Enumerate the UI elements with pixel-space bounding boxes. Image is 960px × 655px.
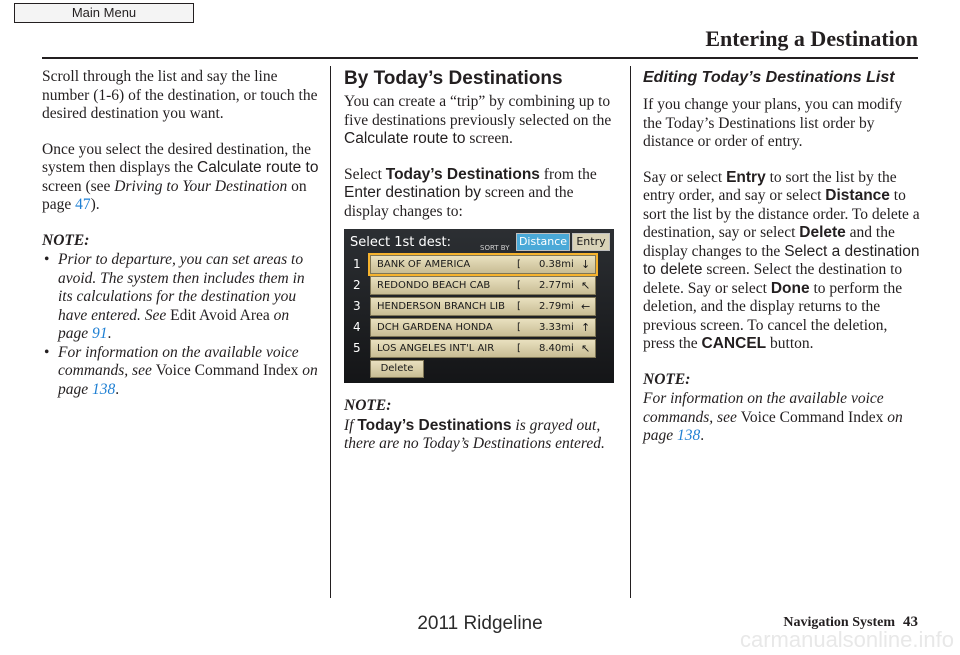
destination-row: LOS ANGELES INT'L AIR [ 8.40mi ↖ — [370, 339, 596, 358]
ui-term: Delete — [799, 224, 846, 241]
paragraph: Scroll through the list and say the line number (1-6) of the destination, or touch the desired destination you want. — [42, 68, 318, 122]
subsection-heading: Editing Today’s Destinations List — [643, 69, 895, 86]
model-label: 2011 Ridgeline — [417, 613, 543, 634]
destination-distance: 2.77mi — [539, 280, 574, 291]
page-link[interactable]: 138 — [92, 380, 116, 398]
note-list — [42, 251, 320, 399]
note-heading: NOTE: — [344, 397, 392, 414]
delete-button: Delete — [370, 360, 424, 378]
row-number: 5 — [353, 341, 361, 355]
destination-name: LOS ANGELES INT'L AIR — [377, 343, 495, 354]
column-left — [42, 68, 320, 399]
page-link[interactable]: 138 — [677, 427, 701, 444]
destination-distance: 3.33mi — [539, 322, 574, 333]
ui-term: Today’s Destinations — [357, 416, 512, 434]
destination-name: HENDERSON BRANCH LIB — [377, 301, 505, 312]
note-heading: NOTE: — [643, 370, 691, 388]
ui-term: CANCEL — [701, 335, 767, 352]
destination-name: BANK OF AMERICA — [377, 259, 471, 270]
sort-distance-button: Distance — [516, 233, 570, 251]
destination-row: REDONDO BEACH CAB [ 2.77mi ↖ — [370, 276, 596, 295]
page-number: 43 — [903, 614, 918, 630]
ui-term: Entry — [726, 168, 766, 186]
row-number: 3 — [353, 299, 361, 313]
nav-screen-title: Select 1st dest: — [350, 235, 452, 250]
ui-term: Done — [770, 279, 810, 297]
page-title: Entering a Destination — [705, 26, 918, 51]
cross-reference: Edit Avoid Area — [170, 306, 270, 324]
section-heading: By Today’s Destinations — [344, 68, 563, 89]
ui-term: Calculate route to — [344, 130, 466, 147]
paragraph: You can create a “trip” by combining up to five destinations previously selected on the Calculate route to screen. — [344, 93, 612, 147]
paragraph: Say or select Entry to sort the list by the entry order, and say or select Distance to sort the list by the distance order. To delete a destination, say or select Delete and the display changes to the Select a destination to delete screen. Select the destination to delete. Say or select Done to perform the deletion, and the display returns to the previous screen. To cancel the deletion, press the CANCEL button. — [643, 168, 920, 352]
note-item: • For information on the available voice commands, see Voice Command Index on page 138. — [42, 344, 320, 400]
sort-by-label: SORT BY — [480, 244, 510, 252]
ui-term: Calculate route to — [197, 159, 319, 176]
destination-row: HENDERSON BRANCH LIB [ 2.79mi ← — [370, 297, 596, 316]
cross-reference: Voice Command Index — [155, 362, 299, 379]
paragraph: Once you select the desired destination, the system then displays the Calculate route to screen (see Driving to Your Destination on page 47). — [42, 140, 319, 213]
cross-reference: Driving to Your Destination — [114, 177, 288, 195]
header-rule — [42, 57, 918, 59]
nav-screen-image — [344, 229, 614, 383]
note-heading: NOTE: — [42, 231, 90, 249]
direction-arrow-icon: ← — [581, 300, 591, 313]
direction-arrow-icon: ↑ — [581, 321, 591, 334]
note-item: • Prior to departure, you can set areas to avoid. The system then includes them in its calculations for the destination you have entered. See Edit Avoid Area on page 91. — [42, 251, 320, 344]
destination-row: DCH GARDENA HONDA [ 3.33mi ↑ — [370, 318, 596, 337]
sort-entry-button: Entry — [572, 233, 610, 251]
page-link[interactable]: 47 — [75, 196, 91, 213]
site-watermark: carmanualsonline.info — [739, 627, 954, 652]
paragraph: If you change your plans, you can modify the Today’s Destinations list order by distance or order of entry. — [643, 96, 903, 150]
column-right — [643, 68, 923, 463]
column-divider — [330, 66, 331, 598]
ui-term: Enter destination by — [344, 184, 482, 201]
ui-term: Select a destination to delete — [643, 242, 920, 278]
main-menu-button[interactable]: Main Menu — [14, 3, 194, 23]
cross-reference: Voice Command Index — [740, 408, 884, 426]
column-divider — [630, 66, 631, 598]
row-number: 2 — [353, 278, 361, 292]
destination-row: BANK OF AMERICA [ 0.38mi ↓ — [370, 255, 596, 274]
note-text: For information on the available voice commands, see Voice Command Index on page 138. — [643, 390, 903, 444]
destination-name: DCH GARDENA HONDA — [377, 322, 493, 333]
page-link[interactable]: 91 — [92, 325, 108, 342]
paragraph: Select Today’s Destinations from the Enter destination by screen and the display changes to: — [344, 165, 597, 220]
destination-distance: 2.79mi — [539, 301, 574, 312]
direction-arrow-icon: ↖ — [581, 279, 591, 292]
row-number: 1 — [353, 257, 361, 271]
ui-term: Distance — [825, 187, 890, 204]
destination-distance: 0.38mi — [539, 259, 574, 270]
direction-arrow-icon: ↖ — [581, 342, 591, 355]
row-number: 4 — [353, 320, 361, 334]
column-middle — [344, 68, 620, 471]
ui-term: Today’s Destinations — [385, 165, 540, 183]
destination-name: REDONDO BEACH CAB — [377, 280, 491, 291]
destination-distance: 8.40mi — [539, 343, 574, 354]
note-text: If Today’s Destinations is grayed out, there are no Today’s Destinations entered. — [344, 416, 605, 452]
footer-brand: Navigation System 43 — [783, 614, 918, 630]
direction-arrow-icon: ↓ — [581, 258, 591, 271]
